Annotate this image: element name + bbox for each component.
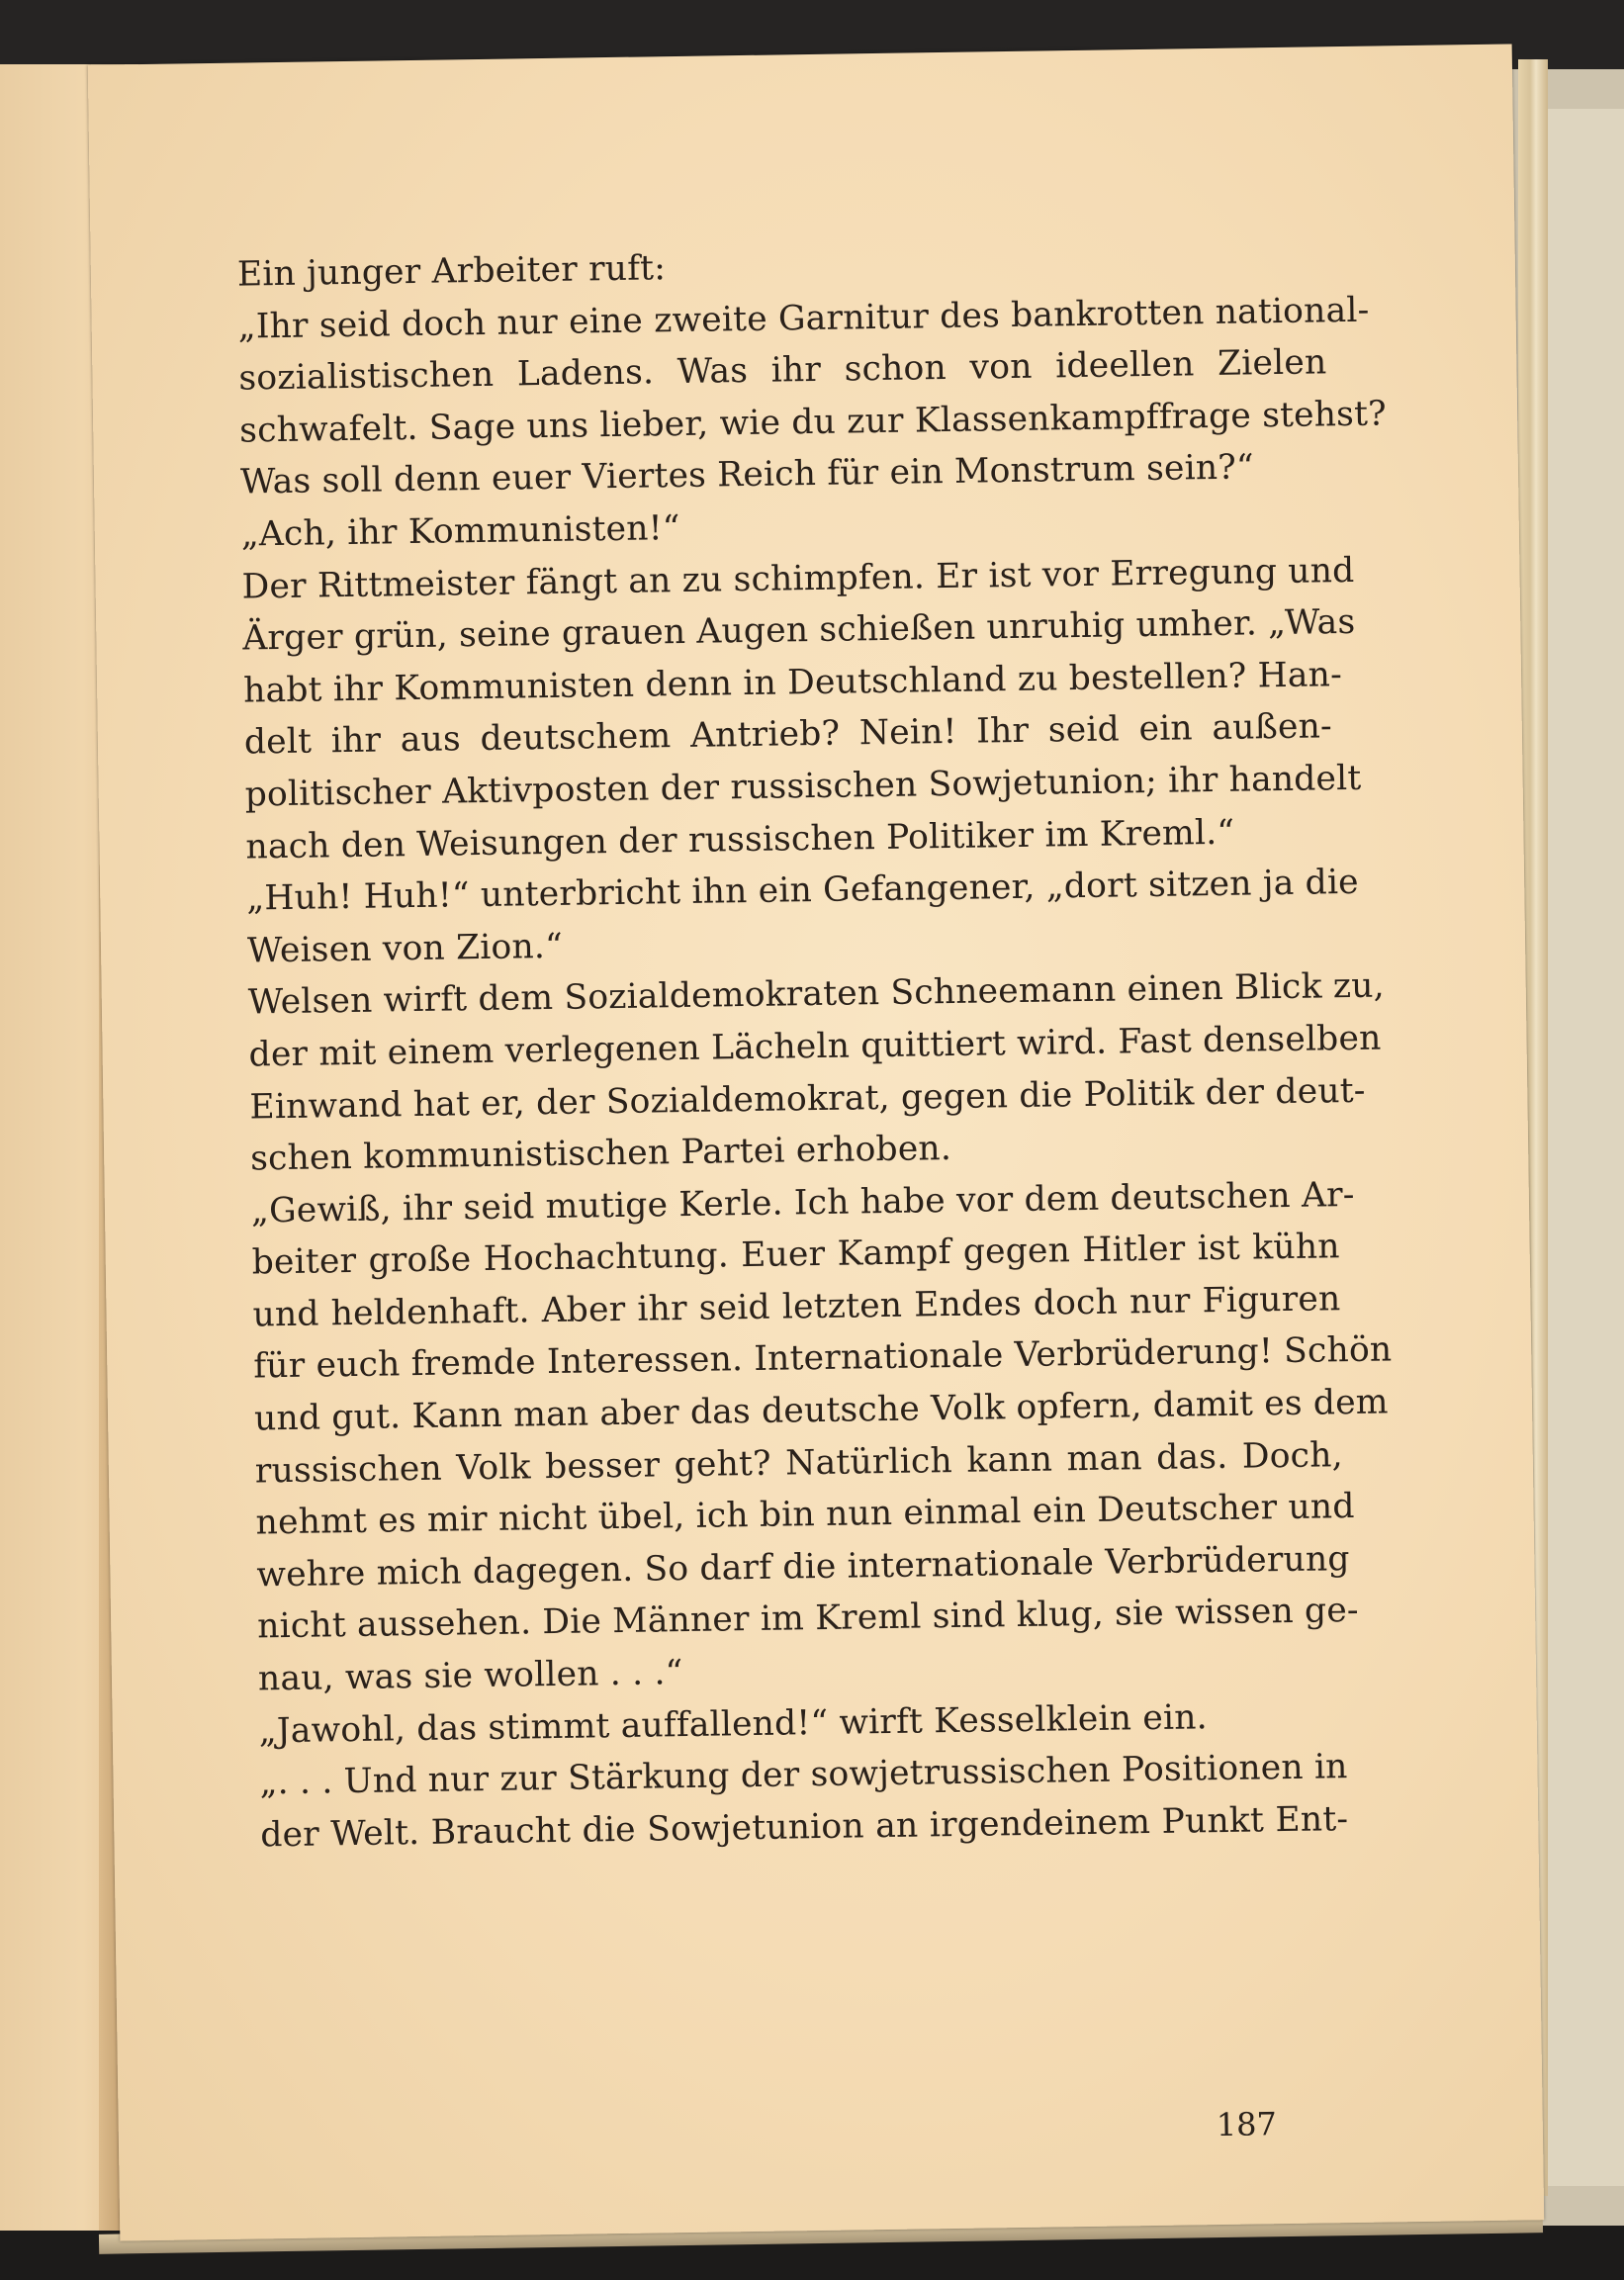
text-line: nach den Weisungen der russischen Politiker im Kreml.“	[245, 812, 1235, 867]
text-line: sozialistischen Ladens. Was ihr schon von ideellen Zielen	[238, 342, 1327, 399]
text-line: „Jawohl, das stimmt auffallend!“ wirft Kesselklein ein.	[258, 1696, 1209, 1752]
text-line: habt ihr Kommunisten denn in Deutschland zu bestellen? Han-	[242, 654, 1343, 711]
text-line: „. . . Und nur zur Stärkung der sowjetrussischen Positionen in	[259, 1747, 1348, 1803]
text-line: schwafelt. Sage uns lieber, wie du zur Klassenkampffrage stehst?	[238, 394, 1388, 451]
text-line: schen kommunistischen Partei erhoben.	[249, 1129, 952, 1179]
text-line: der Welt. Braucht die Sowjetunion an irgendeinem Punkt Ent-	[260, 1798, 1349, 1856]
text-line: „Gewiß, ihr seid mutige Kerle. Ich habe vor dem deutschen Ar-	[250, 1174, 1355, 1231]
text-line: „Huh! Huh!“ unterbricht ihn ein Gefangener, „dort sitzen ja die	[245, 862, 1360, 919]
text-line: Was soll denn euer Viertes Reich für ein Monstrum sein?“	[239, 447, 1255, 502]
text-line: nicht aussehen. Die Männer im Kreml sind klug, sie wissen ge-	[256, 1591, 1360, 1647]
body-text	[236, 232, 1393, 1862]
text-line: beiter große Hochachtung. Euer Kampf gegen Hitler ist kühn	[251, 1227, 1340, 1283]
text-line: „Ach, ihr Kommunisten!“	[240, 507, 680, 555]
text-line: politischer Aktivposten der russischen Sowjetunion; ihr handelt	[244, 758, 1362, 815]
text-line: nehmt es mir nicht übel, ich bin nun einmal ein Deutscher und	[255, 1487, 1355, 1543]
text-line: Einwand hat er, der Sozialdemokrat, gegen die Politik der deut-	[249, 1070, 1366, 1127]
text-line: delt ihr aus deutschem Antrieb? Nein! Ihr seid ein außen-	[243, 706, 1333, 763]
text-line: Ein junger Arbeiter ruft:	[236, 248, 667, 295]
page-number: 187	[1216, 2105, 1278, 2144]
text-line: der mit einem verlegenen Lächeln quittiert wird. Fast denselben	[248, 1018, 1382, 1075]
text-line: nau, was sie wollen . . .“	[257, 1653, 683, 1699]
text-line: wehre mich dagegen. So darf die internationale Verbrüderung	[256, 1538, 1350, 1596]
text-line: Weisen von Zion.“	[246, 926, 564, 971]
book-page	[88, 44, 1544, 2240]
text-line: russischen Volk besser geht? Natürlich kann man das. Doch,	[254, 1434, 1344, 1492]
text-line: „Ihr seid doch nur eine zweite Garnitur des bankrotten national-	[237, 290, 1370, 347]
text-line: und gut. Kann man aber das deutsche Volk opfern, damit es dem	[253, 1382, 1389, 1439]
text-line: Ärger grün, seine grauen Augen schießen unruhig umher. „Was	[242, 602, 1356, 659]
text-line: und heldenhaft. Aber ihr seid letzten Endes doch nur Figuren	[252, 1279, 1341, 1335]
text-line: für euch fremde Interessen. Internationale Verbrüderung! Schön	[253, 1329, 1393, 1387]
text-line: Welsen wirft dem Sozialdemokraten Schneemann einen Blick zu,	[247, 965, 1386, 1023]
text-line: Der Rittmeister fängt an zu schimpfen. Er ist vor Erregung und	[241, 550, 1355, 607]
